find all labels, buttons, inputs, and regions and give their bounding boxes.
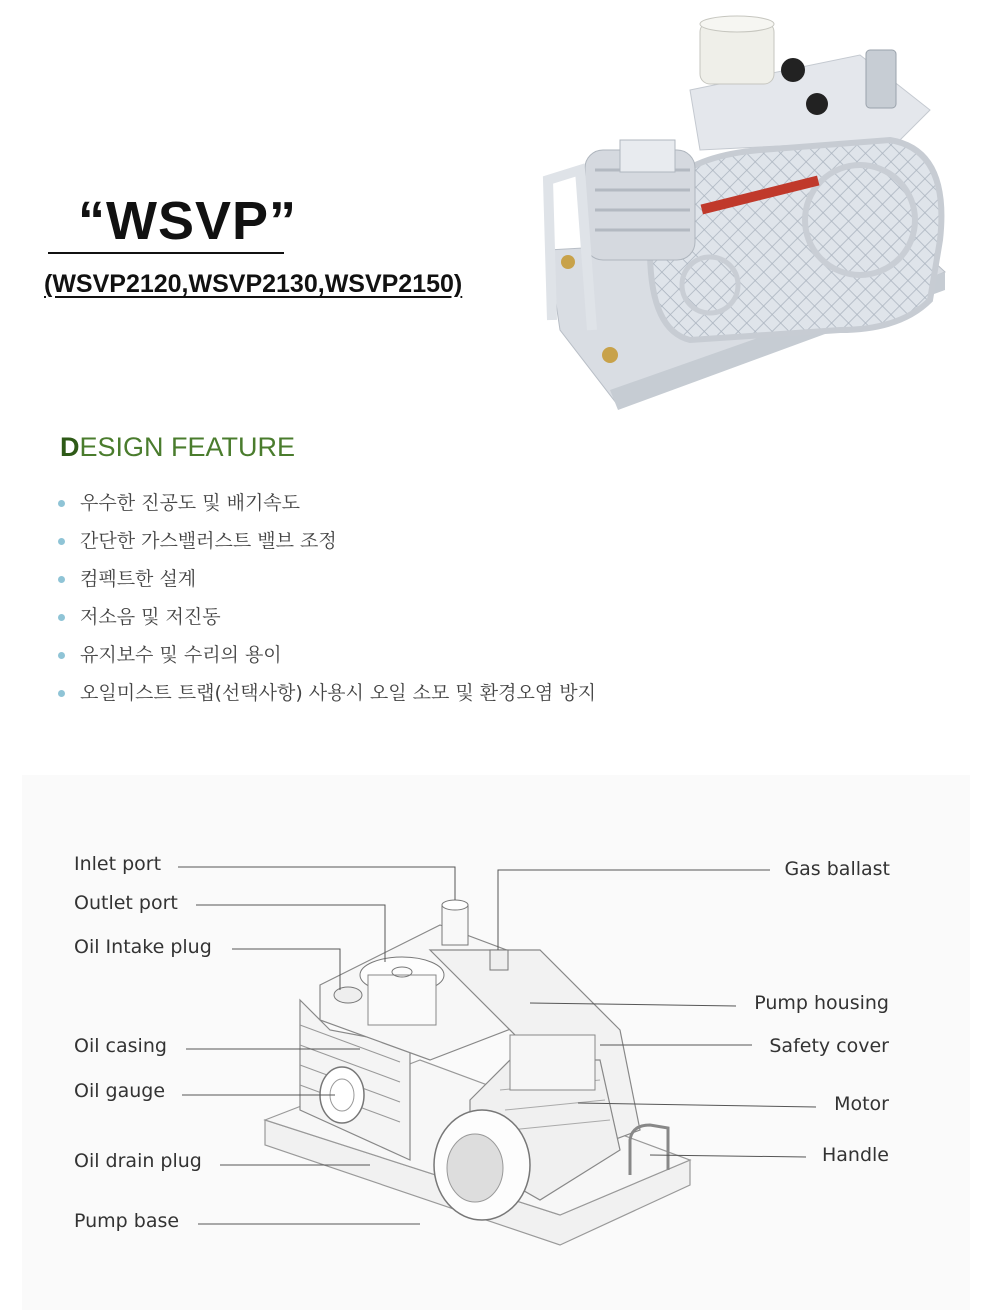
label-pump-base: Pump base xyxy=(74,1210,180,1232)
heading-rest: ESIGN FEATURE xyxy=(79,432,296,462)
label-pump-housing: Pump housing xyxy=(754,992,889,1014)
feature-item: 저소음 및 저진동 xyxy=(58,602,596,640)
feature-item: 간단한 가스밸러스트 밸브 조정 xyxy=(58,526,596,564)
model-list: (WSVP2120,WSVP2130,WSVP2150) xyxy=(44,270,463,298)
label-oil-gauge: Oil gauge xyxy=(74,1080,166,1102)
feature-item: 우수한 진공도 및 배기속도 xyxy=(58,488,596,526)
label-oil-drain-plug: Oil drain plug xyxy=(74,1150,202,1172)
feature-item: 컴펙트한 설계 xyxy=(58,564,596,602)
label-outlet-port: Outlet port xyxy=(74,892,178,914)
product-title: “WSVP” xyxy=(78,191,298,251)
label-gas-ballast: Gas ballast xyxy=(784,858,890,880)
label-oil-casing: Oil casing xyxy=(74,1035,167,1057)
heading-first-letter: D xyxy=(60,432,80,462)
label-safety-cover: Safety cover xyxy=(769,1035,889,1057)
label-motor: Motor xyxy=(834,1093,889,1115)
label-inlet-port: Inlet port xyxy=(74,853,162,875)
label-oil-intake-plug: Oil Intake plug xyxy=(74,936,212,958)
feature-item: 유지보수 및 수리의 용이 xyxy=(58,640,596,678)
feature-item: 오일미스트 트랩(선택사항) 사용시 오일 소모 및 환경오염 방지 xyxy=(58,678,596,716)
label-handle: Handle xyxy=(821,1144,889,1166)
